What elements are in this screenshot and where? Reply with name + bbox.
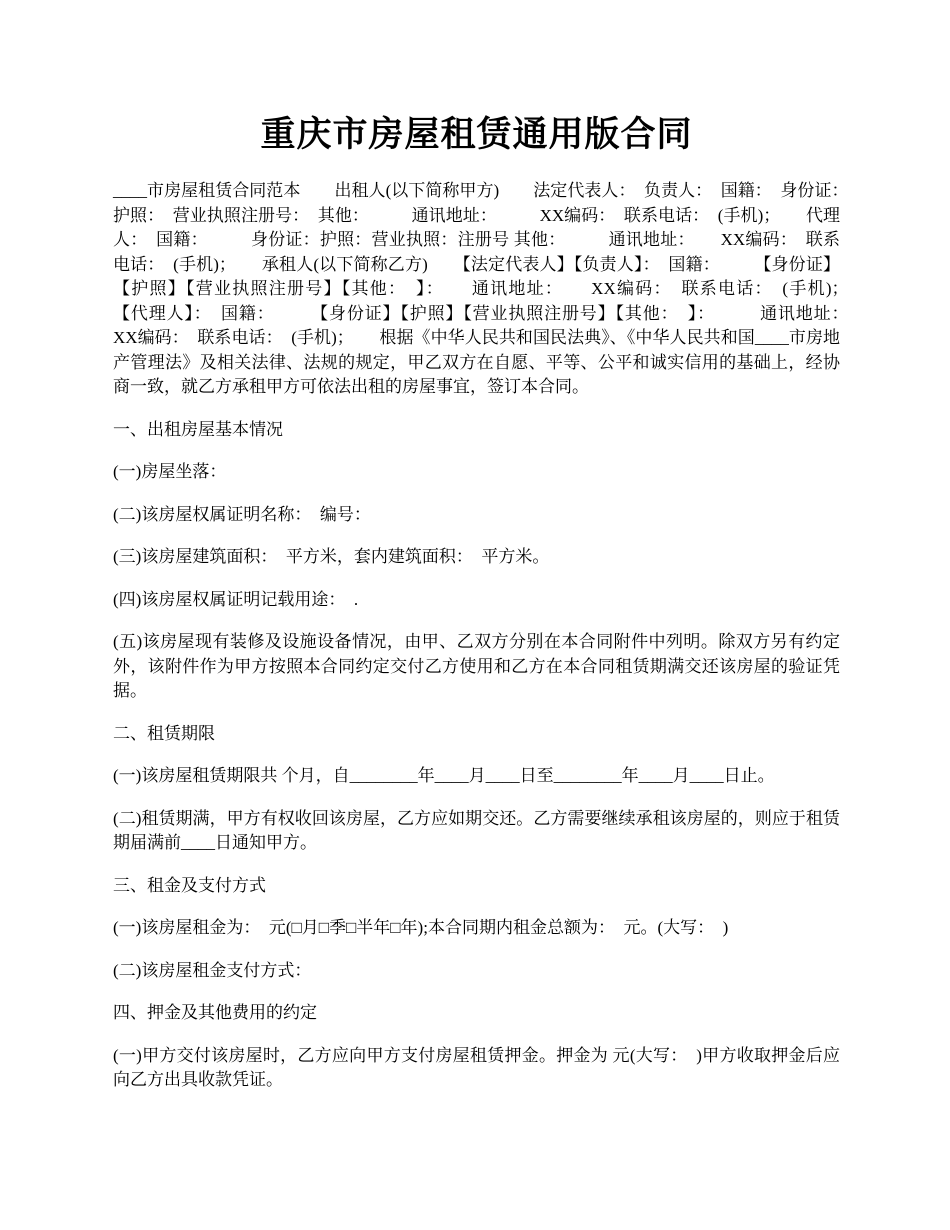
- clause-1-1: (一)房屋坐落：: [113, 462, 227, 481]
- clause-1-5: (五)该房屋现有装修及设施设备情况，由甲、乙双方分别在本合同附件中列明。除双方另有约定外，该附件作为甲方按照本合同约定交付乙方使用和乙方在本合同租赁期满交还该房屋的验证凭据。: [113, 632, 840, 700]
- clause-1-3: (三)该房屋建筑面积： 平方米，套内建筑面积： 平方米。: [113, 547, 550, 566]
- section-heading-3: 三、租金及支付方式: [113, 875, 266, 895]
- document-body: [113, 179, 891, 1093]
- document-title: 重庆市房屋租赁通用版合同: [260, 115, 693, 154]
- clause-2-2: (二)租赁期满，甲方有权收回该房屋，乙方应如期交还。乙方需要继续承租该房屋的，则应于租赁期届满前____日通知甲方。: [113, 808, 840, 852]
- intro-paragraph: ____市房屋租赁合同范本 出租人(以下简称甲方) 法定代表人： 负责人： 国籍： 身份证： 护照： 营业执照注册号： 其他： 通讯地址： XX编码： 联系电话： (手机)； 代理人： 国籍： 身份证：护照：营业执照：注册号 其他： 通讯地址： XX编码： 联系电话： (手机)； 承租人(以下简称乙方) 【法定代表人】【负责人】： 国籍： 【身份证】【护照】【营业执照注册号】【其他： 】： 通讯地址： XX编码： 联系电话： (手机)； 【代理人】： 国籍： 【身份证】【护照】【营业执照注册号】【其他： 】： 通讯地址： XX编码： 联系电话： (手机)； 根据《中华人民共和国民法典》、《中华人民共和国____市房地产管理法》及相关法律、法规的规定，甲乙双方在自愿、平等、公平和诚实信用的基础上，经协商一致，就乙方承租甲方可依法出租的房屋事宜，签订本合同。: [113, 181, 891, 396]
- document-page: [113, 0, 891, 1111]
- clause-3-2: (二)该房屋租金支付方式：: [113, 960, 312, 980]
- clause-2-1: (一)该房屋租赁期限共 个月，自________年____月____日至________年____月____日止。: [113, 766, 775, 785]
- section-heading-2: 二、租赁期限: [113, 723, 215, 743]
- clause-1-2: (二)该房屋权属证明名称： 编号：: [113, 504, 371, 524]
- clause-1-4: (四)该房屋权属证明记载用途： .: [113, 589, 359, 609]
- clause-4-1: (一)甲方交付该房屋时，乙方应向甲方支付房屋租赁押金。押金为 元(大写： )甲方收取押金后应向乙方出具收款凭证。: [113, 1045, 840, 1089]
- clause-3-1: (一)该房屋租金为： 元(□月□季□半年□年);本合同期内租金总额为： 元。(大写： ): [113, 918, 729, 937]
- section-heading-4: 四、押金及其他费用的约定: [113, 1003, 317, 1022]
- section-heading-1: 一、出租房屋基本情况: [113, 419, 283, 439]
